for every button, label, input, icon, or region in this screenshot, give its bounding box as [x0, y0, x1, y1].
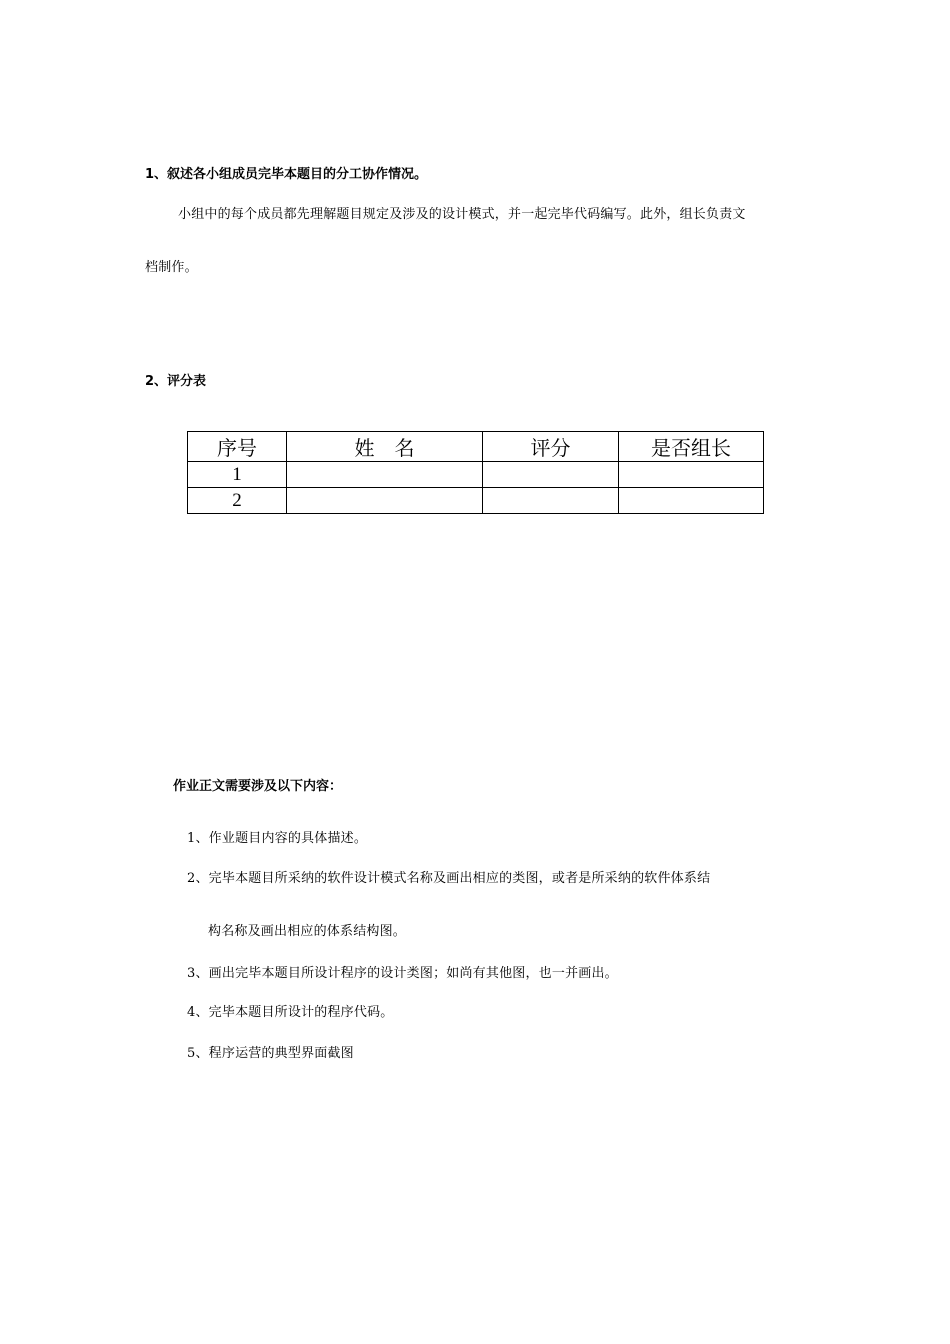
cell-is-leader	[619, 488, 764, 514]
table-row	[188, 488, 764, 514]
requirement-item-5: 5、程序运营的典型界面截图	[187, 1046, 354, 1061]
cell-score	[483, 488, 619, 514]
table-row	[188, 462, 764, 488]
header-score: 评分	[483, 432, 619, 462]
cell-name	[287, 462, 483, 488]
header-index: 序号	[188, 432, 287, 462]
requirement-item-3: 3、画出完毕本题目所设计程序的设计类图；如尚有其他图，也一并画出。	[187, 966, 618, 981]
header-is-leader: 是否组长	[619, 432, 764, 462]
cell-is-leader	[619, 462, 764, 488]
header-name: 姓 名	[287, 432, 483, 462]
cell-index: 2	[188, 488, 287, 514]
requirements-title: 作业正文需要涉及以下内容：	[173, 779, 343, 794]
requirement-item-2-line1: 2、完毕本题目所采纳的软件设计模式名称及画出相应的类图，或者是所采纳的软件体系结	[187, 871, 711, 886]
section1-paragraph-line2: 档制作。	[145, 260, 198, 275]
requirement-item-1: 1、作业题目内容的具体描述。	[187, 831, 368, 846]
section1-title: 1、叙述各小组成员完毕本题目的分工协作情况。	[145, 167, 428, 182]
requirement-item-2-line2: 构名称及画出相应的体系结构图。	[208, 924, 407, 939]
section1-paragraph-line1: 小组中的每个成员都先理解题目规定及涉及的设计模式，并一起完毕代码编写。此外，组长负责文	[178, 207, 746, 222]
score-table	[187, 431, 764, 514]
requirement-item-4: 4、完毕本题目所设计的程序代码。	[187, 1005, 394, 1020]
cell-score	[483, 462, 619, 488]
cell-index: 1	[188, 462, 287, 488]
section2-title: 2、评分表	[145, 374, 207, 389]
cell-name	[287, 488, 483, 514]
table-header-row	[188, 432, 764, 462]
